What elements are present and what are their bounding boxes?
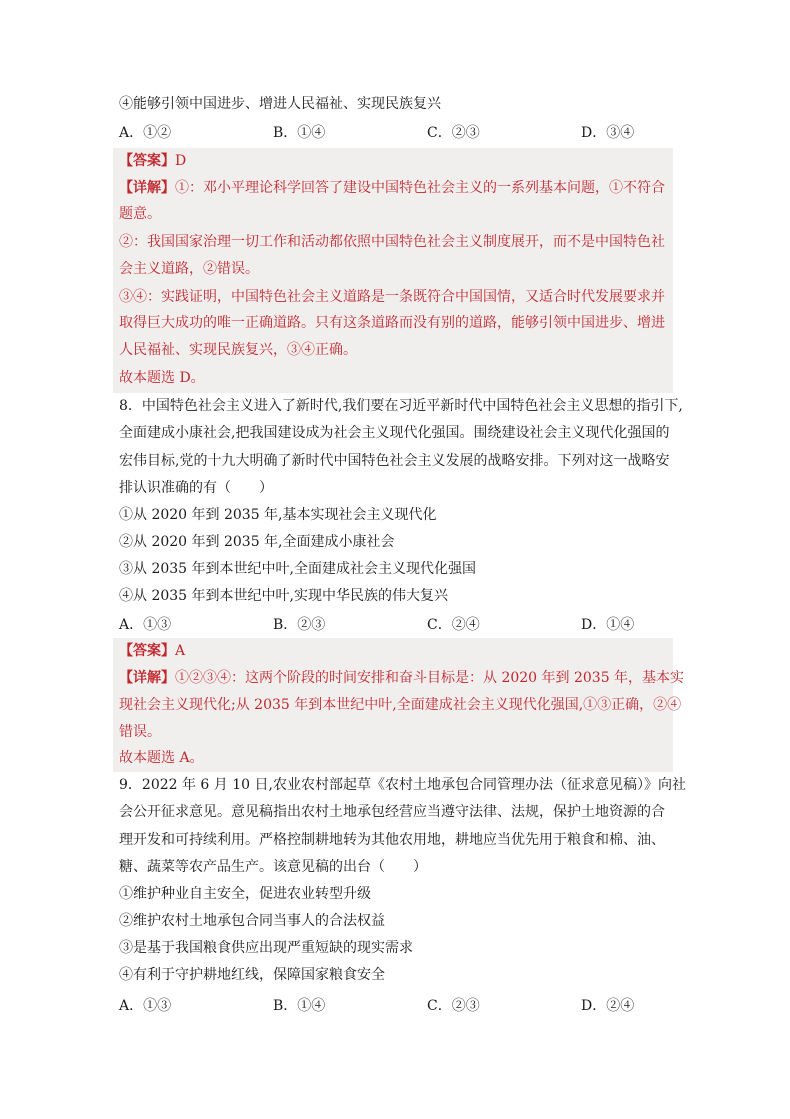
q8-statement-1: ①从 2020 年到 2035 年,基本实现社会主义现代化 [119, 507, 437, 523]
detail-line-1: 【详解】①：邓小平理论科学回答了建设中国特色社会主义的一系列基本问题，①不符合 [119, 180, 665, 196]
detail-label: 【详解】 [119, 670, 175, 686]
conclusion-line: 故本题选 A。 [119, 750, 204, 766]
q8-line-3: 宏伟目标,党的十九大明确了新时代中国特色社会主义发展的战略安排。下列对这一战略安 [119, 453, 670, 469]
q9-statement-2: ②维护农村土地承包合同当事人的合法权益 [119, 913, 385, 929]
q9-option-b: B．①④ [273, 998, 326, 1014]
answer-label: 【答案】 [119, 643, 175, 659]
detail-line-4: 会主义道路，②错误。 [119, 261, 259, 277]
q8-option-a: A．①③ [119, 617, 172, 633]
q7-option-b: B．①④ [273, 125, 326, 141]
detail-line-2: 题意。 [119, 206, 161, 222]
answer-line [119, 642, 185, 660]
q9-option-d: D．②④ [581, 998, 635, 1014]
q7-option-c: C．②③ [427, 125, 480, 141]
q7-options [119, 122, 679, 142]
q9-option-c: C．②③ [427, 998, 480, 1014]
q8-options [119, 614, 679, 634]
q8-option-c: C．②④ [427, 617, 480, 633]
q9-statement-1: ①维护种业自主安全，促进农业转型升级 [119, 886, 371, 902]
q8-statement-3: ③从 2035 年到本世纪中叶,全面建成社会主义现代化强国 [119, 561, 476, 577]
q8-option-d: D．①④ [581, 617, 635, 633]
answer-label: 【答案】 [119, 153, 175, 169]
detail-label: 【详解】 [119, 180, 175, 196]
detail-line-3: ②：我国国家治理一切工作和活动都依照中国特色社会主义制度展开，而不是中国特色社 [119, 234, 665, 250]
q9-line-4: 糖、蔬菜等农产品生产。该意见稿的出台（ ） [119, 859, 427, 875]
q7-statement-4: ④能够引领中国进步、增进人民福祉、实现民族复兴 [119, 96, 441, 112]
q9-line-2: 会公开征求意见。意见稿指出农村土地承包经营应当遵守法律、法规，保护土地资源的合 [119, 804, 665, 820]
q9-option-a: A．①③ [119, 998, 172, 1014]
answer-block-q8 [113, 638, 685, 772]
q7-option-d: D．③④ [581, 125, 635, 141]
detail-line-1: 【详解】①②③④：这两个阶段的时间安排和奋斗目标是：从 2020 年到 2035 年，基本实 [119, 670, 685, 686]
answer-block-q7 [113, 148, 673, 393]
detail-line-3: 错误。 [119, 724, 161, 740]
detail-line-6: 取得巨大成功的唯一正确道路。只有这条道路而没有别的道路，能够引领中国进步、增进 [119, 315, 665, 331]
q8-line-1: 8．中国特色社会主义进入了新时代,我们要在习近平新时代中国特色社会主义思想的指引下, [119, 398, 683, 414]
q7-option-a: A．①② [119, 125, 172, 141]
q8-statement-4: ④从 2035 年到本世纪中叶,实现中华民族的伟大复兴 [119, 588, 448, 604]
q9-options [119, 995, 679, 1015]
q8-line-4: 排认识准确的有（ ） [119, 480, 273, 496]
q9-statement-3: ③是基于我国粮食供应出现严重短缺的现实需求 [119, 940, 413, 956]
q9-line-1: 9．2022 年 6 月 10 日,农业农村部起草《农村土地承包合同管理办法（征求意见稿）》向社 [119, 777, 686, 793]
q8-line-2: 全面建成小康社会,把我国建设成为社会主义现代化强国。围绕建设社会主义现代化强国的 [119, 425, 670, 441]
answer-line [119, 152, 186, 170]
detail-line-5: ③④：实践证明，中国特色社会主义道路是一条既符合中国国情，又适合时代发展要求并 [119, 289, 665, 305]
detail-line-7: 人民福祉、实现民族复兴，③④正确。 [119, 342, 357, 358]
detail-line-2: 现社会主义现代化;从 2035 年到本世纪中叶,全面建成社会主义现代化强国,①③正确，②④ [119, 697, 682, 713]
answer-value: D [175, 153, 187, 169]
q9-statement-4: ④有利于守护耕地红线，保障国家粮食安全 [119, 967, 385, 983]
q8-statement-2: ②从 2020 年到 2035 年,全面建成小康社会 [119, 534, 395, 550]
answer-value: A [175, 643, 186, 659]
conclusion-line: 故本题选 D。 [119, 370, 205, 386]
q9-line-3: 理开发和可持续利用。严格控制耕地转为其他农用地，耕地应当优先用于粮食和棉、油、 [119, 832, 665, 848]
q8-option-b: B．②③ [273, 617, 326, 633]
